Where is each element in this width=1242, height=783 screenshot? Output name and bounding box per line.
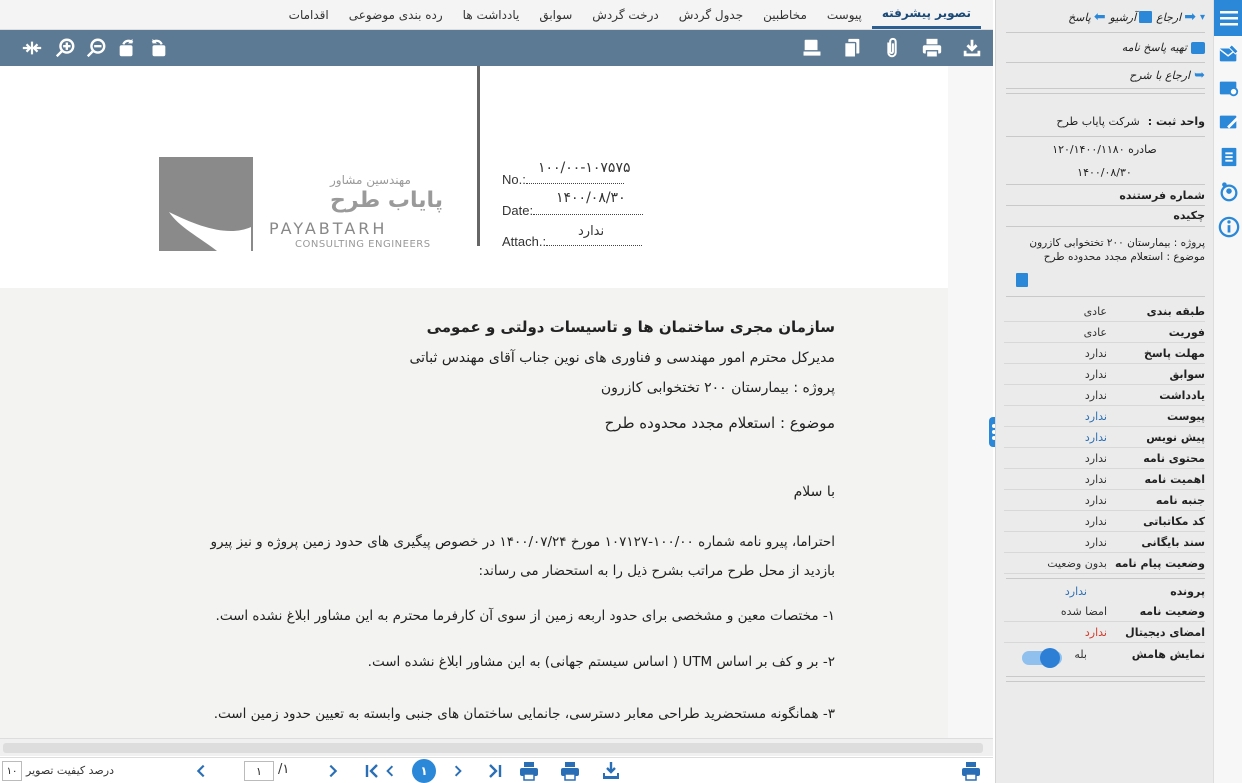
letter-attach-value: ندارد [578, 224, 605, 239]
letter-number-field: No.: [502, 172, 624, 187]
issued-date: ۱۴۰۰/۰۸/۳۰ [1077, 166, 1132, 179]
reply-letter-icon [1191, 42, 1205, 54]
first-page-icon[interactable] [362, 761, 384, 781]
logo-text-en: PAYABTARH [269, 219, 388, 238]
letter-subject: موضوع : استعلام مجدد محدوده طرح [604, 414, 835, 432]
register-unit-row: واحد ثبت : شرکت پایاب طرح [1056, 115, 1205, 128]
page-number-input[interactable]: ۱ [244, 761, 274, 781]
reply-button[interactable]: ⬅ پاسخ [1068, 9, 1106, 25]
viewer-toolbar [0, 30, 993, 66]
zoom-out-icon[interactable] [84, 36, 108, 60]
next-arrow-icon[interactable] [324, 761, 342, 781]
show-margin-toggle[interactable] [1022, 651, 1062, 665]
tab-flow-tree[interactable]: درخت گردش [592, 7, 659, 22]
letter-body [0, 288, 948, 756]
print-add-icon[interactable] [516, 761, 542, 781]
sender-number-label: شماره فرستنده [1119, 189, 1205, 202]
tab-flow-table[interactable]: جدول گردش [678, 7, 744, 22]
field-row: محتوی نامه ندارد [1004, 449, 1205, 469]
horizontal-scrollbar[interactable] [0, 738, 993, 756]
divider [1006, 205, 1205, 206]
field-row: اهمیت نامه ندارد [1004, 470, 1205, 490]
field-row: پیوست ندارد [1004, 407, 1205, 427]
prev-arrow-icon[interactable] [192, 761, 210, 781]
next-page-icon[interactable] [450, 761, 466, 781]
last-page-icon[interactable] [484, 761, 504, 781]
letter-paragraph-1: احتراما، پیرو نامه شماره ۱۰۰/۰۰-۱۰۷۱۲۷ مورخ ۱۴۰۰/۰۷/۲۴ در خصوص پیگیری های حدود زمین پروژه و نیز پیرو [210, 534, 835, 550]
field-row: فوریت عادی [1004, 323, 1205, 343]
field-row: کد مکاتباتی ندارد [1004, 512, 1205, 532]
user-settings-icon[interactable] [1217, 180, 1241, 204]
edit-letter-icon[interactable] [1217, 110, 1241, 134]
tab-attachment[interactable]: پیوست [826, 7, 862, 22]
expand-icon[interactable] [20, 36, 44, 60]
divider [1006, 88, 1205, 89]
document-area [0, 66, 993, 756]
action-row [1068, 9, 1205, 25]
archive-button[interactable]: آرشیو [1110, 11, 1153, 24]
divider [1006, 676, 1205, 677]
divider [1006, 681, 1205, 682]
tab-recipients[interactable]: مخاطبین [763, 7, 807, 22]
document-list-icon[interactable] [1217, 145, 1241, 169]
copy-summary-icon[interactable] [1016, 273, 1028, 287]
download-page-icon[interactable] [598, 761, 624, 781]
company-logo [159, 157, 253, 251]
rotate-left-icon[interactable] [115, 36, 139, 60]
hamburger-menu-icon[interactable] [1214, 0, 1242, 36]
show-margin-row: نمایش هامش بله [1074, 647, 1205, 661]
divider [1006, 136, 1205, 137]
quality-label: درصد کیفیت تصویر [26, 764, 114, 777]
tab-advanced-image[interactable]: تصویر پیشرفته [872, 0, 981, 29]
letter-date-field: Date: [502, 203, 643, 218]
rotate-right-icon[interactable] [146, 36, 170, 60]
viewer-statusbar [0, 757, 993, 783]
copy-icon[interactable] [840, 36, 864, 60]
print-icon[interactable] [920, 36, 944, 60]
letter-paragraph-2: بازدید از محل طرح مراتب بشرح ذیل را به استحضار می رساند: [478, 563, 835, 579]
letter-page [0, 66, 948, 756]
divider [1006, 32, 1205, 33]
letter-status-row: وضعیت نامه امضا شده [1004, 602, 1205, 622]
tab-subject-classification[interactable]: رده بندی موضوعی [348, 7, 443, 22]
print-page-icon[interactable] [958, 761, 984, 781]
field-row: سوابق ندارد [1004, 365, 1205, 385]
side-icon-bar [1213, 0, 1242, 783]
letter-project: پروژه : بیمارستان ۲۰۰ تختخوابی کازرون [600, 380, 835, 396]
reply-arrow-icon: ⬅ [1093, 9, 1106, 25]
letter-number-value: ۱۰۰/۰۰-۱۰۷۵۷۵ [538, 160, 631, 176]
field-row: یادداشت ندارد [1004, 386, 1205, 406]
zoom-in-icon[interactable] [53, 36, 77, 60]
letter-date-value: ۱۴۰۰/۰۸/۳۰ [556, 190, 626, 206]
summary-label: چکیده [1173, 209, 1205, 222]
tab-notes[interactable]: یادداشت ها [462, 7, 520, 22]
prev-page-icon[interactable] [382, 761, 398, 781]
info-icon[interactable] [1217, 215, 1241, 239]
field-row: طبقه بندی عادی [1004, 302, 1205, 322]
folder-row: پرونده ندارد [1004, 581, 1205, 601]
letter-item-3: ۳- همانگونه مستحضرید طراحی معابر دسترسی، جانمایی ساختمان های جنبی وابسته به تعیین حدود زمین است. [213, 706, 835, 722]
letter-info-panel [995, 0, 1213, 783]
letter-recipient-org: سازمان مجری ساختمان ها و تاسیسات دولتی و عمومی [426, 318, 835, 336]
stamp-icon[interactable] [800, 36, 824, 60]
logo-subtitle-en: CONSULTING ENGINEERS [295, 239, 431, 250]
divider [1006, 296, 1205, 297]
refer-with-desc-button[interactable]: ➥ ارجاع با شرح [1129, 68, 1205, 83]
field-row: مهلت پاسخ ندارد [1004, 344, 1205, 364]
prepare-reply-button[interactable]: تهیه پاسخ نامه [1122, 41, 1205, 54]
header-divider [477, 66, 480, 246]
scrollbar-thumb[interactable] [3, 743, 983, 753]
letter-greeting: با سلام [793, 484, 835, 500]
divider [1006, 93, 1205, 94]
field-row: سند بایگانی ندارد [1004, 533, 1205, 553]
summary-line-2: موضوع : استعلام مجدد محدوده طرح [1043, 251, 1205, 263]
folder-link[interactable]: ندارد [1064, 584, 1087, 598]
inbox-search-icon[interactable] [1217, 76, 1241, 100]
compose-letter-icon[interactable] [1217, 42, 1241, 66]
letter-recipient-person: مدیرکل محترم امور مهندسی و فناوری های نوین جناب آقای مهندس ثباتی [409, 350, 835, 366]
quality-input[interactable]: ۱۰ [2, 761, 22, 781]
letter-item-2: ۲- بر و کف بر اساس UTM ( اساس سیستم جهانی) به این مشاور ابلاغ نشده است. [367, 654, 835, 670]
attachment-link[interactable]: ندارد [1084, 410, 1107, 423]
tab-history[interactable]: سوابق [539, 7, 573, 22]
logo-text-fa: پایاب طرح [330, 188, 444, 213]
letter-attach-field: Attach.: [502, 234, 642, 249]
tab-actions[interactable]: اقدامات [288, 7, 329, 22]
digital-signature-row: امضای دیجیتال ندارد [1004, 623, 1205, 643]
issued-number: صادره ۱۲۰/۱۴۰۰/۱۱۸۰ [1052, 143, 1157, 156]
divider [1006, 578, 1205, 579]
divider [1006, 184, 1205, 185]
print-all-icon[interactable] [557, 761, 583, 781]
download-icon[interactable] [960, 36, 984, 60]
draft-link[interactable]: ندارد [1084, 431, 1107, 444]
field-row: وضعیت پیام نامه بدون وضعیت [1004, 554, 1205, 574]
logo-text-fa-small: مهندسین مشاور [330, 173, 411, 187]
current-page-badge[interactable]: ۱ [411, 761, 437, 781]
refer-arrow-icon: ➡ [1184, 9, 1196, 25]
field-row: پیش نویس ندارد [1004, 428, 1205, 448]
summary-line-1: پروژه : بیمارستان ۲۰۰ تختخوابی کازرون [1029, 237, 1205, 249]
page-total: /۱ [278, 762, 290, 777]
toggle-knob [1040, 648, 1060, 668]
dropdown-caret-icon[interactable]: ▾ [1199, 11, 1205, 23]
divider [1006, 226, 1205, 227]
letter-item-1: ۱- مختصات معین و مشخصی برای حدود اربعه زمین از سوی آن کارفرما محترم به این مشاور ابلاغ نشده است. [215, 608, 835, 624]
tab-bar [0, 0, 993, 30]
divider [1006, 62, 1205, 63]
archive-icon [1139, 11, 1152, 23]
refer-button[interactable]: ➡ ارجاع [1156, 9, 1196, 25]
field-row: جنبه نامه ندارد [1004, 491, 1205, 511]
refer-desc-icon: ➥ [1194, 68, 1205, 83]
attach-icon[interactable] [880, 36, 904, 60]
